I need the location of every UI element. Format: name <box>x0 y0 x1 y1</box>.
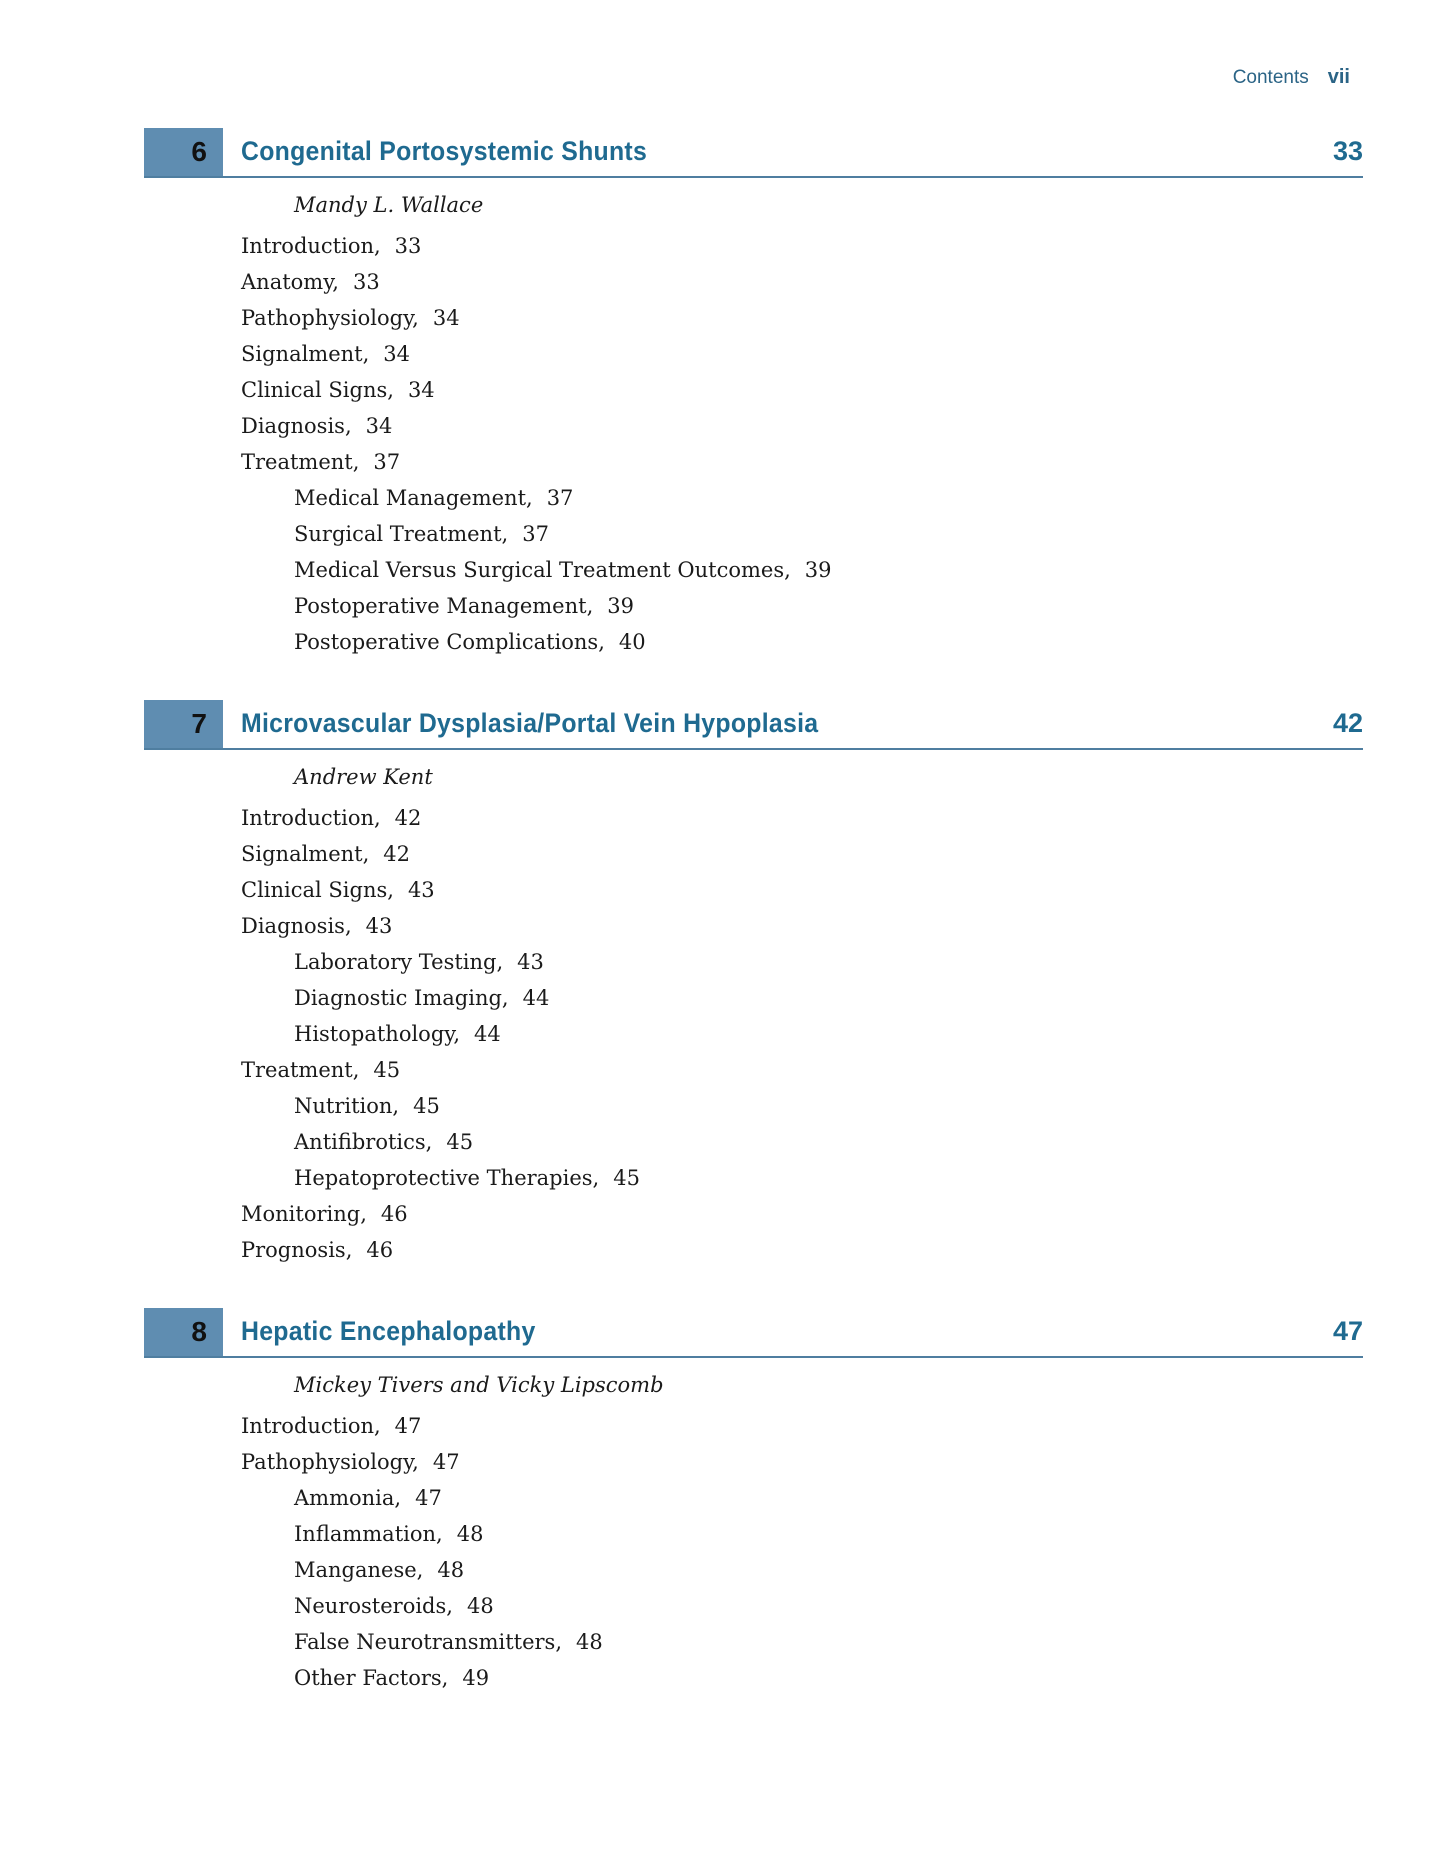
toc-entry-title: Inflammation, <box>294 1522 443 1546</box>
chapter-heading <box>144 1308 1363 1358</box>
toc-entry <box>144 980 1363 1016</box>
toc-entry <box>144 1660 1363 1696</box>
toc-entry-title: Prognosis, <box>241 1238 353 1262</box>
toc-entry-page: 45 <box>446 1130 474 1154</box>
chapter-7 <box>144 700 1363 1268</box>
toc-entry <box>144 1624 1363 1660</box>
page-folio: vii <box>1327 66 1350 88</box>
toc-entry-title: Diagnostic Imaging, <box>294 986 509 1010</box>
toc-entry-page: 44 <box>522 986 550 1010</box>
toc-entry <box>144 1588 1363 1624</box>
toc-entry-title: Nutrition, <box>294 1094 400 1118</box>
toc-entry-page: 47 <box>394 1414 422 1438</box>
toc-entry <box>144 624 1363 660</box>
toc-entry-page: 43 <box>517 950 544 974</box>
toc-entry-page: 42 <box>394 806 422 830</box>
toc-entry-title: Clinical Signs, <box>241 378 394 402</box>
toc-entry-list <box>144 228 1363 660</box>
toc-entry-page: 34 <box>365 414 393 438</box>
chapter-number: 8 <box>144 1308 223 1356</box>
chapter-6 <box>144 128 1363 660</box>
toc-entry <box>144 588 1363 624</box>
toc-entry <box>144 480 1363 516</box>
toc-entry <box>144 800 1363 836</box>
chapter-author: Mandy L. Wallace <box>294 193 484 217</box>
running-head-label: Contents <box>1232 67 1309 88</box>
toc-entry-title: Manganese, <box>294 1558 424 1582</box>
toc-entry-title: Pathophysiology, <box>241 1450 419 1474</box>
toc-entry-title: Signalment, <box>241 342 370 366</box>
toc-entry-page: 48 <box>576 1630 603 1654</box>
toc-entry-page: 44 <box>474 1022 501 1046</box>
toc-entry-title: Postoperative Complications, <box>294 630 605 654</box>
toc-entry <box>144 1444 1363 1480</box>
chapter-number: 6 <box>144 128 223 176</box>
chapter-8 <box>144 1308 1363 1696</box>
toc-entry-title: Surgical Treatment, <box>294 522 509 546</box>
toc-entry-page: 34 <box>383 342 411 366</box>
toc-entry-title: Diagnosis, <box>241 414 352 438</box>
chapter-heading <box>144 128 1363 178</box>
toc-entry-page: 48 <box>437 1558 465 1582</box>
toc-entry-page: 46 <box>380 1202 408 1226</box>
toc-entry <box>144 336 1363 372</box>
toc-entry-page: 34 <box>407 378 435 402</box>
toc-entry-title: Anatomy, <box>241 270 339 294</box>
toc-entry <box>144 1052 1363 1088</box>
toc-entry-title: Diagnosis, <box>241 914 352 938</box>
toc-entry <box>144 1088 1363 1124</box>
toc-entry-title: Postoperative Management, <box>294 594 594 618</box>
toc-entry-title: Pathophysiology, <box>241 306 419 330</box>
chapter-number: 7 <box>144 700 223 748</box>
toc-entry <box>144 1232 1363 1268</box>
toc-entry <box>144 1196 1363 1232</box>
toc-entry-title: Antifibrotics, <box>294 1130 433 1154</box>
toc-entry-page: 47 <box>432 1450 460 1474</box>
toc-entry-title: Introduction, <box>241 1414 381 1438</box>
toc-entry-title: Medical Management, <box>294 486 533 510</box>
toc-entry-page: 45 <box>613 1166 640 1190</box>
chapter-title: Congenital Portosystemic Shunts <box>241 136 648 166</box>
toc-entry-title: Ammonia, <box>294 1486 402 1510</box>
toc-entry <box>144 872 1363 908</box>
chapter-author: Andrew Kent <box>294 765 433 789</box>
toc-entry-page: 45 <box>373 1058 401 1082</box>
toc-entry-page: 40 <box>618 630 646 654</box>
chapter-page-number: 33 <box>1332 136 1363 166</box>
toc-entry-page: 48 <box>466 1594 494 1618</box>
toc-entry <box>144 944 1363 980</box>
toc-entry-page: 37 <box>546 486 574 510</box>
toc-entry-title: False Neurotransmitters, <box>294 1630 562 1654</box>
toc-entry-page: 43 <box>365 914 393 938</box>
toc-entry-title: Clinical Signs, <box>241 878 394 902</box>
toc-entry-title: Introduction, <box>241 234 381 258</box>
toc-entry-page: 45 <box>413 1094 440 1118</box>
toc-entry-title: Monitoring, <box>241 1202 367 1226</box>
toc-entry <box>144 228 1363 264</box>
chapter-author: Mickey Tivers and Vicky Lipscomb <box>294 1373 664 1397</box>
toc-entry <box>144 264 1363 300</box>
toc-entry-page: 48 <box>456 1522 484 1546</box>
toc-entry-title: Signalment, <box>241 842 370 866</box>
toc-entry-page: 39 <box>804 558 832 582</box>
toc-entry <box>144 552 1363 588</box>
running-head <box>1233 66 1350 89</box>
toc-entry-page: 33 <box>352 270 380 294</box>
chapter-title: Microvascular Dysplasia/Portal Vein Hypoplasia <box>241 708 819 738</box>
toc-entry-page: 34 <box>432 306 460 330</box>
toc-entry-title: Introduction, <box>241 806 381 830</box>
toc-entry <box>144 1516 1363 1552</box>
toc-entry-page: 47 <box>415 1486 442 1510</box>
chapter-title: Hepatic Encephalopathy <box>241 1316 536 1346</box>
toc-entry-page: 39 <box>607 594 634 618</box>
toc-entry <box>144 908 1363 944</box>
toc-entry <box>144 300 1363 336</box>
toc-entry-page: 42 <box>383 842 411 866</box>
toc-entry-page: 46 <box>366 1238 394 1262</box>
chapter-page-number: 42 <box>1332 708 1363 738</box>
toc-entry-page: 43 <box>407 878 435 902</box>
chapter-heading <box>144 700 1363 750</box>
toc-entry-title: Laboratory Testing, <box>294 950 504 974</box>
toc-entry <box>144 444 1363 480</box>
toc-entry <box>144 1480 1363 1516</box>
toc-entry-list <box>144 800 1363 1268</box>
toc-entry-title: Medical Versus Surgical Treatment Outcomes, <box>294 558 791 582</box>
toc-entry-list <box>144 1408 1363 1696</box>
toc-entry <box>144 1408 1363 1444</box>
toc-entry <box>144 1124 1363 1160</box>
toc-entry <box>144 1016 1363 1052</box>
toc-entry-title: Histopathology, <box>294 1022 461 1046</box>
toc-entry-page: 49 <box>462 1666 490 1690</box>
chapter-page-number: 47 <box>1332 1316 1363 1346</box>
toc-entry-title: Neurosteroids, <box>294 1594 453 1618</box>
toc-entry-page: 37 <box>373 450 401 474</box>
toc-entry <box>144 372 1363 408</box>
toc-entry <box>144 1552 1363 1588</box>
toc-entry <box>144 516 1363 552</box>
toc-entry-title: Treatment, <box>241 1058 360 1082</box>
toc-entry <box>144 1160 1363 1196</box>
toc-entry-page: 33 <box>394 234 422 258</box>
toc-entry <box>144 408 1363 444</box>
toc-entry-title: Hepatoprotective Therapies, <box>294 1166 600 1190</box>
toc-entry <box>144 836 1363 872</box>
toc-entry-page: 37 <box>522 522 549 546</box>
toc-entry-title: Treatment, <box>241 450 360 474</box>
toc-entry-title: Other Factors, <box>294 1666 449 1690</box>
